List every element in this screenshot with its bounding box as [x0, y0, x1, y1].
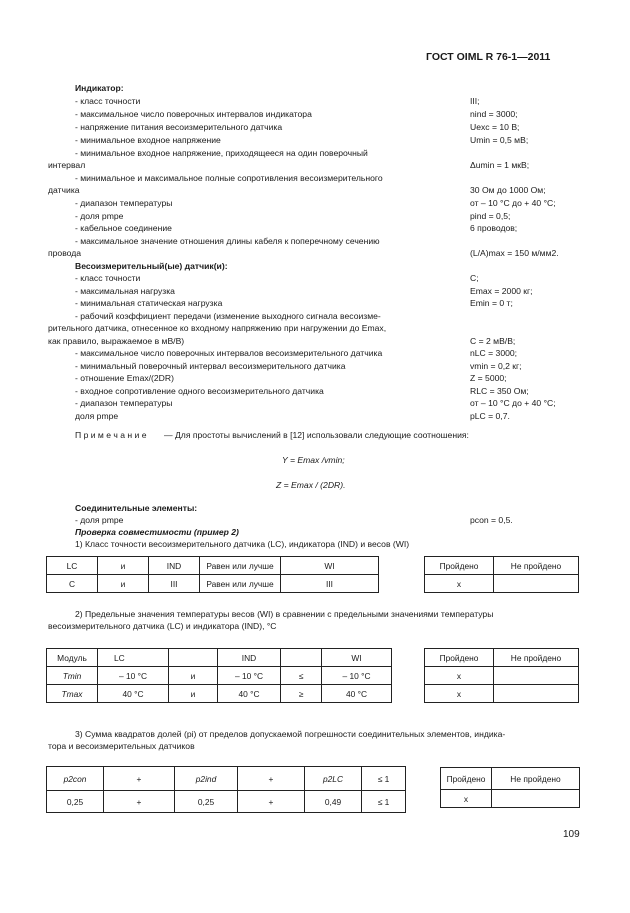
table-row — [47, 575, 379, 593]
table-row — [47, 667, 392, 685]
loadcell-line: - отношение Emax/(2DR) — [75, 373, 174, 383]
loadcell-value: C = 2 мВ/В; — [470, 336, 516, 346]
indicator-heading: Индикатор: — [75, 83, 124, 93]
loadcell-heading: Весоизмерительный(ые) датчик(и): — [75, 261, 228, 271]
table-cell: – 10 °С — [218, 667, 281, 685]
table-result — [424, 648, 579, 703]
indicator-line: - кабельное соединение — [75, 223, 172, 233]
loadcell-line: - класс точности — [75, 273, 141, 283]
table-cell: 40 °С — [98, 685, 169, 703]
formula: Z = Emax / (2DR). — [276, 480, 346, 490]
indicator-value: 30 Ом до 1000 Ом; — [470, 185, 546, 195]
table-cell: 40 °С — [322, 685, 392, 703]
loadcell-line: - максимальное число поверочных интервалов весоизмерительного датчика — [75, 348, 383, 358]
loadcell-line: - диапазон температуры — [75, 398, 173, 408]
check-item: 2) Предельные значения температуры весов (WI) в сравнении с предельными значениями температуры — [75, 609, 494, 619]
indicator-value: Umin = 0,5 мВ; — [470, 135, 529, 145]
table-row — [47, 557, 379, 575]
table-cell: x — [425, 575, 494, 593]
table-cell: III — [281, 575, 379, 593]
connecting-value: pcon = 0,5. — [470, 515, 513, 525]
indicator-line: - диапазон температуры — [75, 198, 173, 208]
check-item: тора и весоизмерительных датчиков — [48, 741, 195, 751]
note-label: П р и м е ч а н и е — [75, 430, 147, 440]
loadcell-line: - минимальный поверочный интервал весоизмерительного датчика — [75, 361, 346, 371]
loadcell-value: pLC = 0,7. — [470, 411, 510, 421]
table-cell: p2ind — [175, 767, 238, 791]
table-row — [425, 667, 579, 685]
indicator-line: провода — [48, 248, 82, 258]
table-row — [441, 790, 580, 808]
loadcell-line: - минимальная статическая нагрузка — [75, 298, 223, 308]
table-cell: IND — [218, 649, 281, 667]
table-row — [47, 791, 406, 813]
table-cell: и — [169, 667, 218, 685]
loadcell-value: от – 10 °С до + 40 °С; — [470, 398, 556, 408]
loadcell-value: nLC = 3000; — [470, 348, 518, 358]
loadcell-value: vmin = 0,2 кг; — [470, 361, 522, 371]
table-cell: Модуль — [47, 649, 98, 667]
table-cell — [494, 667, 579, 685]
indicator-line: - доля pmpe — [75, 211, 124, 221]
table-cell: Пройдено — [425, 557, 494, 575]
loadcell-line: доля pmpe — [75, 411, 119, 421]
table-row — [425, 685, 579, 703]
table-cell: Равен или лучше — [200, 575, 281, 593]
table-cell: Tmin — [47, 667, 98, 685]
check-item: 3) Сумма квадратов долей (pi) от пределов допускаемой погрешности соединительных элементов, индика- — [75, 729, 506, 739]
table-cell: Пройдено — [425, 649, 494, 667]
table-cell — [281, 649, 322, 667]
connecting-heading: Соединительные элементы: — [75, 503, 198, 513]
indicator-value: nind = 3000; — [470, 109, 518, 119]
formula: Y = Emax /vmin; — [282, 455, 345, 465]
table-cell: WI — [281, 557, 379, 575]
table-result — [440, 767, 580, 808]
loadcell-line: как правило, выражаемое в мВ/В) — [48, 336, 185, 346]
indicator-line: - максимальное значение отношения длины кабеля к поперечному сечению — [75, 236, 380, 246]
indicator-value: Uexc = 10 В; — [470, 122, 520, 132]
table-cell: C — [47, 575, 98, 593]
table-cell: ≤ — [281, 667, 322, 685]
table-cell: Пройдено — [441, 768, 492, 790]
table-cell: IND — [149, 557, 200, 575]
table-cell: III — [149, 575, 200, 593]
table-cell — [494, 685, 579, 703]
table-row — [441, 768, 580, 790]
table-cell: ≤ 1 — [362, 767, 406, 791]
indicator-line: - минимальное входное напряжение, приходящееся на один поверочный — [75, 148, 368, 158]
table-cell: p2LC — [305, 767, 362, 791]
loadcell-value: C; — [470, 273, 479, 283]
table-row — [47, 649, 392, 667]
table-result — [424, 556, 579, 593]
connecting-line: - доля pmpe — [75, 515, 124, 525]
table-cell: p2con — [47, 767, 104, 791]
table-cell: Tmax — [47, 685, 98, 703]
table-cell: x — [425, 667, 494, 685]
loadcell-line: рительного датчика, отнесенное ко входному напряжению при нагружении до Emax, — [48, 323, 387, 333]
table-cell: Не пройдено — [492, 768, 580, 790]
check-item: 1) Класс точности весоизмерительного датчика (LC), индикатора (IND) и весов (WI) — [75, 539, 410, 549]
indicator-line: - напряжение питания весоизмерительного датчика — [75, 122, 283, 132]
indicator-line: - класс точности — [75, 96, 141, 106]
table-cell: LC — [98, 649, 169, 667]
table-cell — [492, 790, 580, 808]
table-squares — [46, 766, 406, 813]
table-row — [425, 575, 579, 593]
table-temperature — [46, 648, 392, 703]
indicator-line: - максимальное число поверочных интервалов индикатора — [75, 109, 312, 119]
indicator-line: - минимальное входное напряжение — [75, 135, 221, 145]
indicator-line: датчика — [48, 185, 80, 195]
table-cell: ≤ 1 — [362, 791, 406, 813]
indicator-value: 6 проводов; — [470, 223, 518, 233]
table-cell: и — [98, 557, 149, 575]
check-heading: Проверка совместимости (пример 2) — [75, 527, 239, 537]
table-cell: + — [238, 767, 305, 791]
table-cell — [494, 575, 579, 593]
indicator-value: (L/A)max = 150 м/мм2. — [470, 248, 559, 258]
loadcell-line: - входное сопротивление одного весоизмерительного датчика — [75, 386, 324, 396]
loadcell-value: Emax = 2000 кг; — [470, 286, 533, 296]
check-item: весоизмерительного датчика (LC) и индикатора (IND), °С — [48, 621, 277, 631]
table-cell: Не пройдено — [494, 557, 579, 575]
table-cell: + — [104, 767, 175, 791]
page-number: 109 — [563, 829, 580, 840]
table-cell: – 10 °С — [98, 667, 169, 685]
table-cell: 0,49 — [305, 791, 362, 813]
table-cell: 40 °С — [218, 685, 281, 703]
table-cell: LC — [47, 557, 98, 575]
table-cell: 0,25 — [175, 791, 238, 813]
table-cell: x — [441, 790, 492, 808]
table-cell: + — [238, 791, 305, 813]
table-cell: и — [98, 575, 149, 593]
indicator-value: III; — [470, 96, 480, 106]
loadcell-value: RLC = 350 Ом; — [470, 386, 529, 396]
loadcell-line: - рабочий коэффициент передачи (изменение выходного сигнала весоизме- — [75, 311, 381, 321]
table-cell: ≥ — [281, 685, 322, 703]
indicator-line: - минимальное и максимальное полные сопротивления весоизмерительного — [75, 173, 383, 183]
loadcell-line: - максимальная нагрузка — [75, 286, 175, 296]
note-text: — Для простоты вычислений в [12] использовали следующие соотношения: — [164, 430, 469, 440]
table-cell: 0,25 — [47, 791, 104, 813]
table-cell: и — [169, 685, 218, 703]
table-cell: x — [425, 685, 494, 703]
table-cell: + — [104, 791, 175, 813]
loadcell-value: Emin = 0 т; — [470, 298, 513, 308]
table-cell: – 10 °С — [322, 667, 392, 685]
table-accuracy — [46, 556, 379, 593]
loadcell-value: Z = 5000; — [470, 373, 507, 383]
table-row — [47, 685, 392, 703]
table-cell: Равен или лучше — [200, 557, 281, 575]
table-row — [425, 649, 579, 667]
table-row — [425, 557, 579, 575]
table-cell: Не пройдено — [494, 649, 579, 667]
indicator-value: pind = 0,5; — [470, 211, 511, 221]
table-cell — [169, 649, 218, 667]
document-header: ГОСТ OIML R 76-1—2011 — [426, 51, 551, 63]
table-cell: WI — [322, 649, 392, 667]
table-row — [47, 767, 406, 791]
indicator-value: Δumin = 1 мкВ; — [470, 160, 530, 170]
indicator-line: интервал — [48, 160, 86, 170]
indicator-value: от – 10 °С до + 40 °С; — [470, 198, 556, 208]
